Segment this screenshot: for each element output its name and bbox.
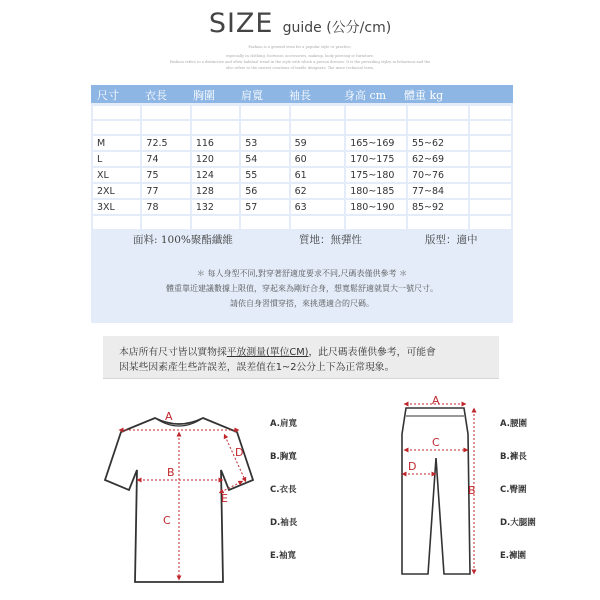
header-height: 身高 cm (344, 89, 387, 102)
fabric-info (91, 228, 513, 248)
note-3: 請依自身習慣穿搭，來挑選適合的尺碼。 (230, 299, 374, 308)
table-cell: 72.5 (142, 136, 189, 150)
pants-diagram (380, 394, 490, 586)
table-row (93, 168, 511, 182)
tagline-4: also refers to the newest creations of textile designers. The more technical term, (226, 66, 374, 70)
title-guide: guide (公分/cm) (282, 20, 392, 36)
table-cell: 60 (291, 152, 345, 166)
header-shoulder: 肩寬 (241, 89, 263, 102)
pants-label-b: B.褲長 (500, 452, 527, 462)
table-cell: 55 (241, 168, 288, 182)
table-cell: 75 (142, 168, 189, 182)
shirt-label-a: A.肩寬 (270, 419, 297, 429)
table-cell: 116 (192, 136, 239, 150)
blank-cell (93, 121, 140, 134)
shirt-label-e: E.袖寬 (270, 551, 297, 561)
table-cell: M (93, 136, 140, 150)
table-cell: 57 (241, 200, 288, 214)
table-cell: 78 (142, 200, 189, 214)
table-cell: 59 (291, 136, 345, 150)
pants-label-e: E.褲圍 (500, 551, 527, 561)
table-cell (470, 136, 511, 150)
table-cell: L (93, 152, 140, 166)
blank-cell (241, 106, 288, 119)
table-cell: 70~76 (408, 168, 468, 182)
pants-marker-d: D (408, 460, 417, 473)
note-1: ＊ 每人身型不同,對穿著舒適度要求不同,尺碼表僅供參考 ＊ (196, 269, 408, 278)
note-2: 體重靠近建議數據上限值，穿起來為剛好合身，想寬鬆舒適就買大一號尺寸。 (166, 284, 438, 293)
table-cell: 62 (291, 184, 345, 198)
table-cell: 85~92 (408, 200, 468, 214)
table-cell: 63 (291, 200, 345, 214)
table-cell (470, 184, 511, 198)
header-length: 衣長 (145, 89, 167, 102)
table-cell (470, 168, 511, 182)
table-cell: 77 (142, 184, 189, 198)
table-cell: 3XL (93, 200, 140, 214)
table-cell: 62~69 (408, 152, 468, 166)
size-table-header (91, 85, 513, 103)
fabric-elasticity: 質地：無彈性 (299, 234, 362, 246)
pants-outline (402, 408, 470, 574)
table-row (93, 152, 511, 166)
table-cell: 170~175 (346, 152, 406, 166)
blank-cell (408, 121, 468, 134)
shirt-marker-a: A (165, 410, 173, 423)
tagline-1: Fashion is a general term for a popular style or practice, (248, 45, 352, 49)
blank-cell (346, 121, 406, 134)
blank-cell (291, 106, 345, 119)
pants-marker-b: B (468, 484, 476, 497)
blank-cell (470, 106, 511, 119)
shirt-marker-b: B (167, 466, 175, 479)
notice-line-1b: ，此尺碼表僅供參考，可能會 (308, 347, 436, 358)
pants-marker-c: C (432, 436, 440, 449)
title-size: SIZE (208, 8, 274, 39)
table-row (93, 136, 511, 150)
table-cell: 77~84 (408, 184, 468, 198)
blank-cell (142, 106, 189, 119)
blank-cell (93, 106, 140, 119)
notice-line-1-underlined: 平放測量(單位CM) (226, 347, 309, 358)
blank-cell (291, 121, 345, 134)
table-cell: 128 (192, 184, 239, 198)
shirt-marker-d: D (235, 446, 244, 459)
measurement-notice (103, 336, 499, 379)
pants-label-d: D.大腿圍 (500, 518, 536, 528)
tagline-3: Fashion refers to a distinctive and often habitual trend in the style with which a person dresses. It is the prevailing styles in behaviour and the (169, 60, 431, 64)
table-spacer-row (93, 106, 511, 119)
table-cell: XL (93, 168, 140, 182)
tagline-2: especially in clothing, footwear, accessories, makeup, body piercing or furniture. (226, 54, 374, 58)
fabric-fit: 版型：適中 (425, 234, 478, 246)
table-cell: 53 (241, 136, 288, 150)
table-cell: 165~169 (346, 136, 406, 150)
blank-cell (241, 121, 288, 134)
table-cell: 56 (241, 184, 288, 198)
blank-cell (192, 121, 239, 134)
table-cell: 55~62 (408, 136, 468, 150)
tshirt-diagram (95, 400, 265, 585)
table-cell: 54 (241, 152, 288, 166)
blank-cell (142, 121, 189, 134)
table-cell: 74 (142, 152, 189, 166)
size-table-grid (91, 104, 513, 231)
pants-label-a: A.腰圍 (500, 419, 527, 429)
shirt-marker-e: E (221, 492, 228, 505)
size-notes (91, 266, 513, 311)
table-row (93, 184, 511, 198)
pants-label-c: C.臀圍 (500, 485, 527, 495)
size-guide-title (0, 8, 600, 39)
shirt-marker-c: C (163, 514, 171, 527)
table-spacer-row (93, 121, 511, 134)
table-cell: 180~185 (346, 184, 406, 198)
shirt-label-c: C.衣長 (270, 485, 297, 495)
pants-marker-a: A (432, 394, 440, 407)
blank-cell (470, 121, 511, 134)
notice-line-1a: 本店所有尺寸皆以實物採 (119, 347, 227, 358)
table-cell (470, 200, 511, 214)
table-row (93, 200, 511, 214)
shirt-label-b: B.胸寬 (270, 452, 297, 462)
header-size: 尺寸 (97, 89, 119, 102)
size-table (91, 104, 513, 231)
table-cell: 120 (192, 152, 239, 166)
table-cell: 132 (192, 200, 239, 214)
table-cell (470, 152, 511, 166)
table-cell: 180~190 (346, 200, 406, 214)
fabric-material: 面料: 100%聚酯纖維 (133, 234, 233, 246)
notice-line-1 (119, 344, 436, 358)
table-cell: 124 (192, 168, 239, 182)
table-cell: 175~180 (346, 168, 406, 182)
blank-cell (408, 106, 468, 119)
shirt-label-d: D.袖長 (270, 518, 298, 528)
notice-line-2: 因某些因素產生些許誤差，誤差值在1~2公分上下為正常現象。 (119, 362, 395, 373)
blank-cell (346, 106, 406, 119)
header-sleeve: 袖長 (289, 89, 311, 102)
header-chest: 胸圍 (193, 89, 215, 102)
header-weight: 體重 kg (404, 89, 444, 102)
table-cell: 61 (291, 168, 345, 182)
table-cell: 2XL (93, 184, 140, 198)
blank-cell (192, 106, 239, 119)
